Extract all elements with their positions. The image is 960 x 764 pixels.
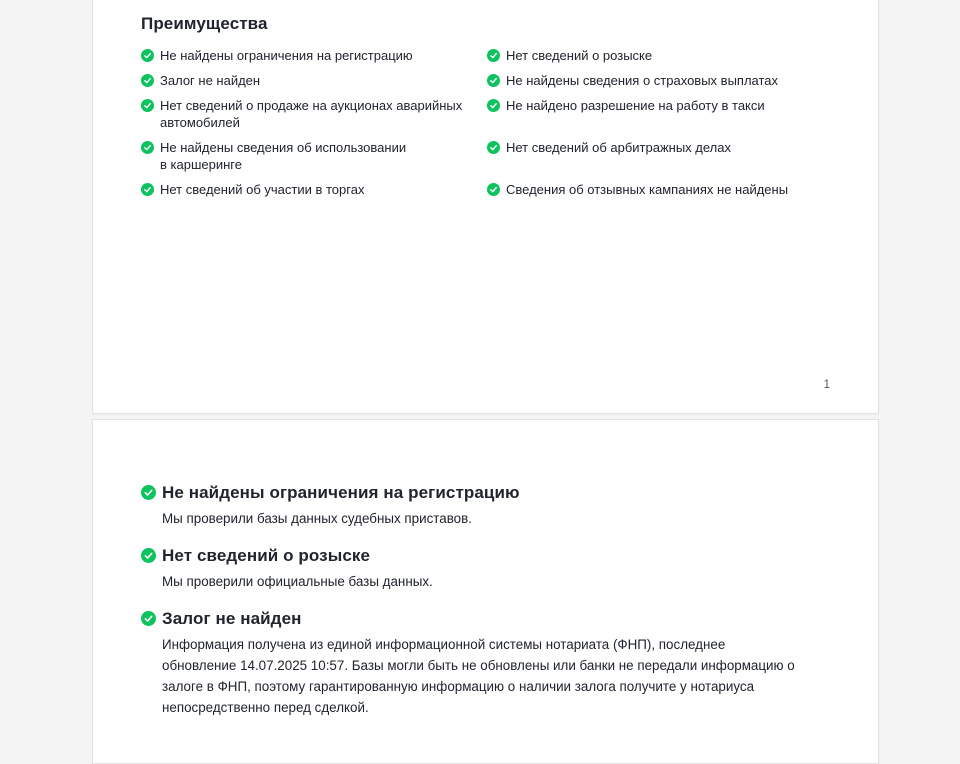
advantage-item xyxy=(487,72,830,89)
report-page-1 xyxy=(92,0,879,414)
advantage-label: Не найдены ограничения на регистрацию xyxy=(160,48,413,63)
check-circle-icon xyxy=(141,139,154,154)
check-circle-icon xyxy=(487,139,500,154)
advantage-item xyxy=(487,181,830,198)
advantage-label: Нет сведений об участии в торгах xyxy=(160,182,365,197)
section-heading xyxy=(141,545,830,566)
advantage-item xyxy=(141,181,487,198)
advantage-item xyxy=(141,72,487,89)
check-circle-icon xyxy=(487,97,500,112)
advantage-label: Сведения об отзывных кампаниях не найдены xyxy=(506,182,789,197)
check-circle-icon xyxy=(141,47,154,62)
check-circle-icon xyxy=(141,482,156,500)
check-circle-icon xyxy=(141,181,154,196)
section-heading xyxy=(141,608,830,629)
advantage-label: Не найдены сведения о страховых выплатах xyxy=(506,73,779,88)
advantage-label: Нет сведений о продаже на аукционах аварийных автомобилей xyxy=(160,98,463,130)
advantages-list xyxy=(141,47,830,198)
page-number: 1 xyxy=(823,379,830,391)
advantage-label: Не найдено разрешение на работу в такси xyxy=(506,98,765,113)
check-circle-icon xyxy=(141,545,156,563)
check-circle-icon xyxy=(141,97,154,112)
check-circle-icon xyxy=(141,72,154,87)
section-heading xyxy=(141,482,830,503)
advantage-label: Залог не найден xyxy=(160,73,261,88)
report-section xyxy=(141,608,830,718)
section-body: Информация получена из единой информационной системы нотариата (ФНП), последнее обновление 14.07.2025 10:57. Базы могли быть не обновлены или банки не передали информацию о залоге в ФНП, поэтому гарантированную информацию о наличии залога получите у нотариуса непосредственно перед сделкой. xyxy=(162,637,795,715)
advantage-label: Нет сведений о розыске xyxy=(506,48,653,63)
report-section xyxy=(141,545,830,592)
advantage-label: Не найдены сведения об использовании в каршеринге xyxy=(160,140,407,172)
check-circle-icon xyxy=(487,47,500,62)
advantage-item xyxy=(487,97,830,131)
advantages-title: Преимущества xyxy=(141,14,268,33)
check-circle-icon xyxy=(487,181,500,196)
section-body: Мы проверили базы данных судебных приставов. xyxy=(162,511,472,526)
advantage-item xyxy=(487,47,830,64)
check-circle-icon xyxy=(487,72,500,87)
advantage-item xyxy=(141,47,487,64)
section-body: Мы проверили официальные базы данных. xyxy=(162,574,433,589)
report-section xyxy=(141,482,830,529)
report-page-2 xyxy=(92,419,879,764)
section-title: Залог не найден xyxy=(162,609,302,628)
advantage-item xyxy=(141,97,487,131)
check-circle-icon xyxy=(141,608,156,626)
section-title: Нет сведений о розыске xyxy=(162,546,371,565)
advantage-label: Нет сведений об арбитражных делах xyxy=(506,140,731,155)
advantage-item xyxy=(487,139,830,173)
advantage-item xyxy=(141,139,487,173)
section-title: Не найдены ограничения на регистрацию xyxy=(162,483,520,502)
